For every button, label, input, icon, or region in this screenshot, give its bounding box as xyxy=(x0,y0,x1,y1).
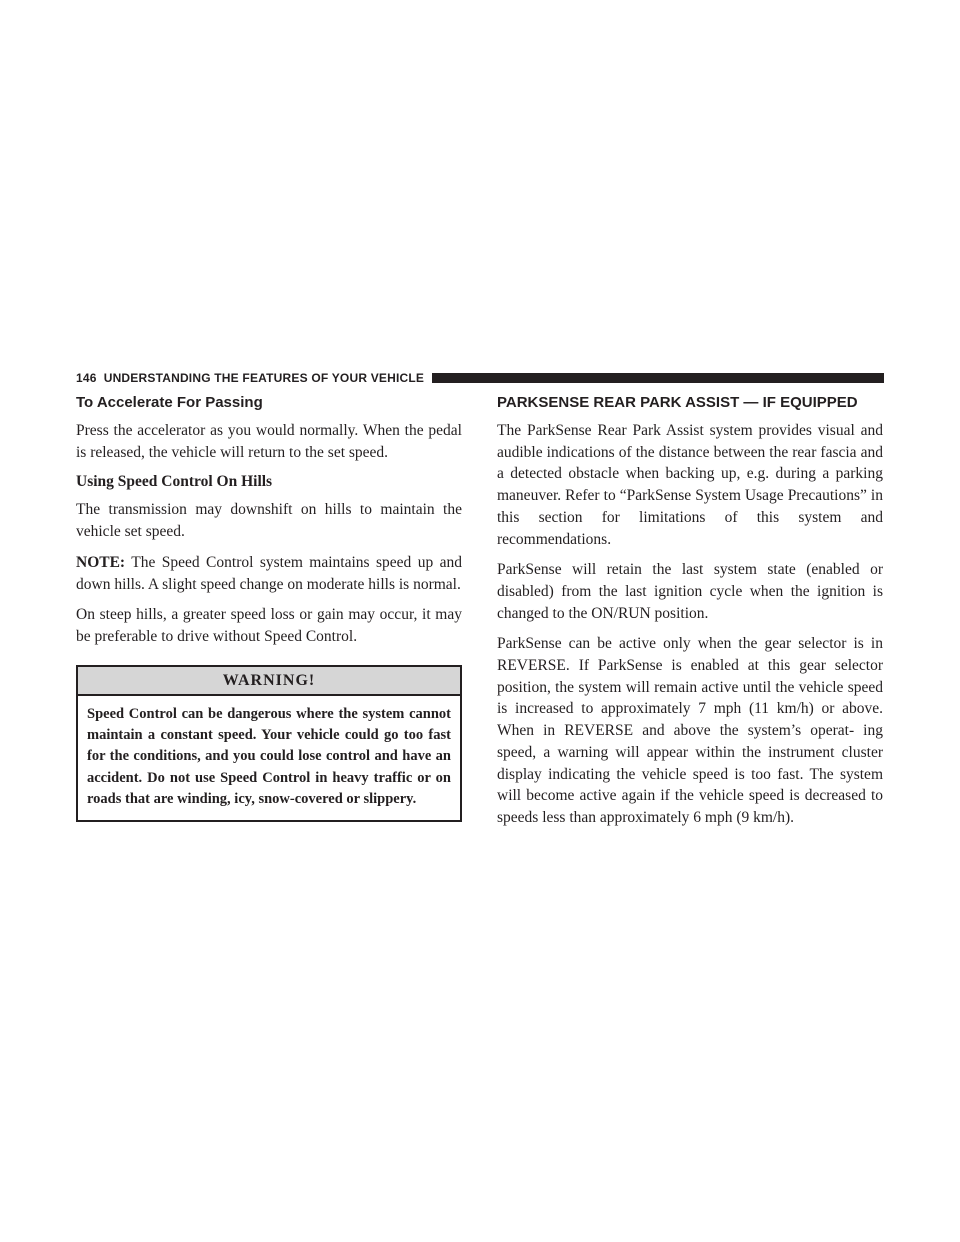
header-rule xyxy=(432,373,884,383)
paragraph-accelerate: Press the accelerator as you would normally. When the pedal is released, the vehicle will return to the set speed. xyxy=(76,422,462,461)
note-paragraph xyxy=(76,552,462,595)
heading-accelerate-passing: To Accelerate For Passing xyxy=(76,394,263,411)
page-header xyxy=(76,370,884,386)
left-column xyxy=(76,394,462,822)
note-label: NOTE: xyxy=(76,553,126,571)
paragraph-parksense-state: ParkSense will retain the last system state (enabled or disabled) from the last ignition cycle when the ignition is changed to the ON/RUN position. xyxy=(497,561,883,622)
warning-body: Speed Control can be dangerous where the system cannot maintain a constant speed. Your vehicle could go too fast for the conditions, and you could lose control and have an accident. Do not use Speed Control in heavy traffic or on roads that are winding, icy, snow-covered or slippery. xyxy=(87,705,451,807)
section-title: UNDERSTANDING THE FEATURES OF YOUR VEHICLE xyxy=(103,371,425,385)
page-header-text xyxy=(76,371,424,385)
heading-parksense: PARKSENSE REAR PARK ASSIST — IF EQUIPPED xyxy=(497,394,858,411)
paragraph-parksense-reverse: ParkSense can be active only when the gear selector is in REVERSE. If ParkSense is enabled at this gear selector position, the system will remain active until the vehicle speed is increased to approximately 7 mph (11 km/h) or above. When in REVERSE and above the system’s operat- ing speed, a warning will appear within the instrument cluster display indicating the vehicle speed is too fast. The system will become active again if the vehicle speed is decreased to speeds less than approximately 6 mph (9 km/h). xyxy=(497,635,883,826)
paragraph-steep-hills: On steep hills, a greater speed loss or gain may occur, it may be preferable to drive without Speed Control. xyxy=(76,606,462,645)
paragraph-downshift: The transmission may downshift on hills to maintain the vehicle set speed. xyxy=(76,501,462,541)
warning-box xyxy=(76,665,462,822)
note-text: The Speed Control system maintains speed up and down hills. A slight speed change on moderate hills is normal. xyxy=(76,553,462,593)
paragraph-parksense-intro: The ParkSense Rear Park Assist system provides visual and audible indications of the distance between the rear fascia and a detected obstacle when backing up, e.g. during a parking maneuver. Refer to “ParkSense System Usage Precautions” in this section for limitations of this system and recommendations. xyxy=(497,422,883,548)
right-column xyxy=(497,394,883,838)
page-number: 146 xyxy=(76,371,97,385)
warning-title: WARNING! xyxy=(78,667,460,696)
heading-speed-control-hills: Using Speed Control On Hills xyxy=(76,473,273,491)
